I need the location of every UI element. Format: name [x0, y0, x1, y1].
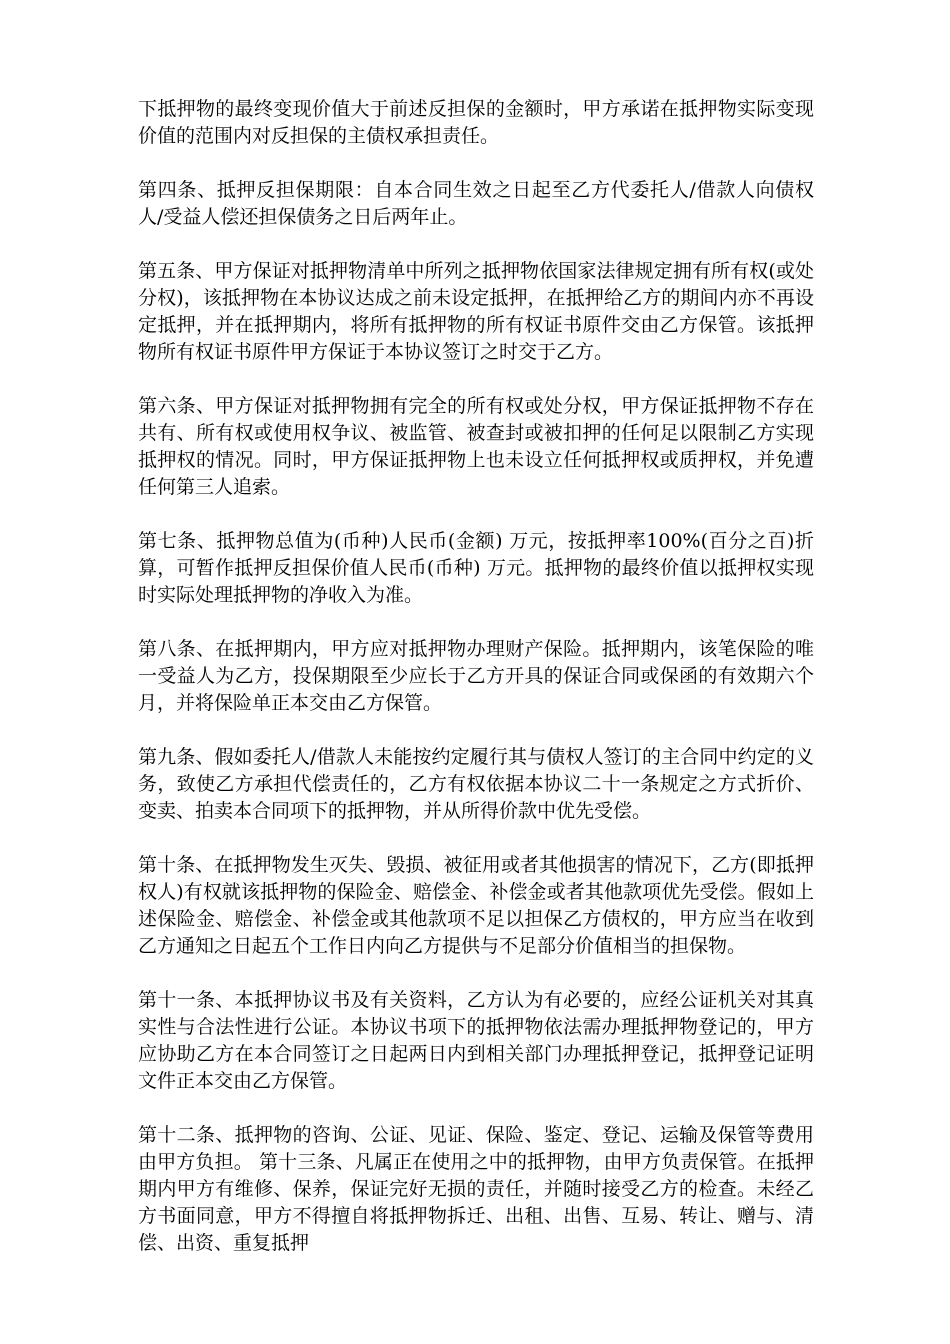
- article-11: 第十一条、本抵押协议书及有关资料，乙方认为有必要的，应经公证机关对其真实性与合法性进行公证。本协议书项下的抵押物依法需办理抵押物登记的，甲方应协助乙方在本合同签订之日起两日内到相关部门办理抵押登记，抵押登记证明文件正本交由乙方保管。: [138, 989, 814, 1092]
- article-12-13: 第十二条、抵押物的咨询、公证、见证、保险、鉴定、登记、运输及保管等费用由甲方负担。 第十三条、凡属正在使用之中的抵押物，由甲方负责保管。在抵押期内甲方有维修、保养，保证完好无损的责任，并随时接受乙方的检查。未经乙方书面同意，甲方不得擅自将抵押物拆迁、出租、出售、互易、转让、赠与、清偿、出资、重复抵押: [138, 1124, 814, 1254]
- article-4: 第四条、抵押反担保期限：自本合同生效之日起至乙方代委托人/借款人向债权人/受益人偿还担保债务之日后两年止。: [138, 179, 814, 228]
- article-8: 第八条、在抵押期内，甲方应对抵押物办理财产保险。抵押期内，该笔保险的唯一受益人为乙方，投保期限至少应长于乙方开具的保证合同或保函的有效期六个月，并将保险单正本交由乙方保管。: [138, 638, 814, 714]
- article-6: 第六条、甲方保证对抵押物拥有完全的所有权或处分权，甲方保证抵押物不存在共有、所有权或使用权争议、被监管、被查封或被扣押的任何足以限制乙方实现抵押权的情况。同时，甲方保证抵押物上也未设立任何抵押权或质押权，并免遭任何第三人追索。: [138, 395, 814, 498]
- paragraph-continuation: 下抵押物的最终变现价值大于前述反担保的金额时，甲方承诺在抵押物实际变现价值的范围内对反担保的主债权承担责任。: [138, 98, 814, 147]
- article-5: 第五条、甲方保证对抵押物清单中所列之抵押物依国家法律规定拥有所有权(或处分权)，该抵押物在本协议达成之前未设定抵押，在抵押给乙方的期间内亦不再设定抵押，并在抵押期内，将所有抵押物的所有权证书原件交由乙方保管。该抵押物所有权证书原件甲方保证于本协议签订之时交于乙方。: [138, 260, 814, 363]
- article-9: 第九条、假如委托人/借款人未能按约定履行其与债权人签订的主合同中约定的义务，致使乙方承担代偿责任的，乙方有权依据本协议二十一条规定之方式折价、变卖、拍卖本合同项下的抵押物，并从所得价款中优先受偿。: [138, 746, 814, 822]
- article-7: 第七条、抵押物总值为(币种)人民币(金额) 万元，按抵押率100%(百分之百)折算，可暂作抵押反担保价值人民币(币种) 万元。抵押物的最终价值以抵押权实现时实际处理抵押物的净收入为准。: [138, 530, 814, 606]
- article-10: 第十条、在抵押物发生灭失、毁损、被征用或者其他损害的情况下，乙方(即抵押权人)有权就该抵押物的保险金、赔偿金、补偿金或者其他款项优先受偿。假如上述保险金、赔偿金、补偿金或其他款项不足以担保乙方债权的，甲方应当在收到乙方通知之日起五个工作日内向乙方提供与不足部分价值相当的担保物。: [138, 854, 814, 957]
- document-page: [138, 96, 814, 1284]
